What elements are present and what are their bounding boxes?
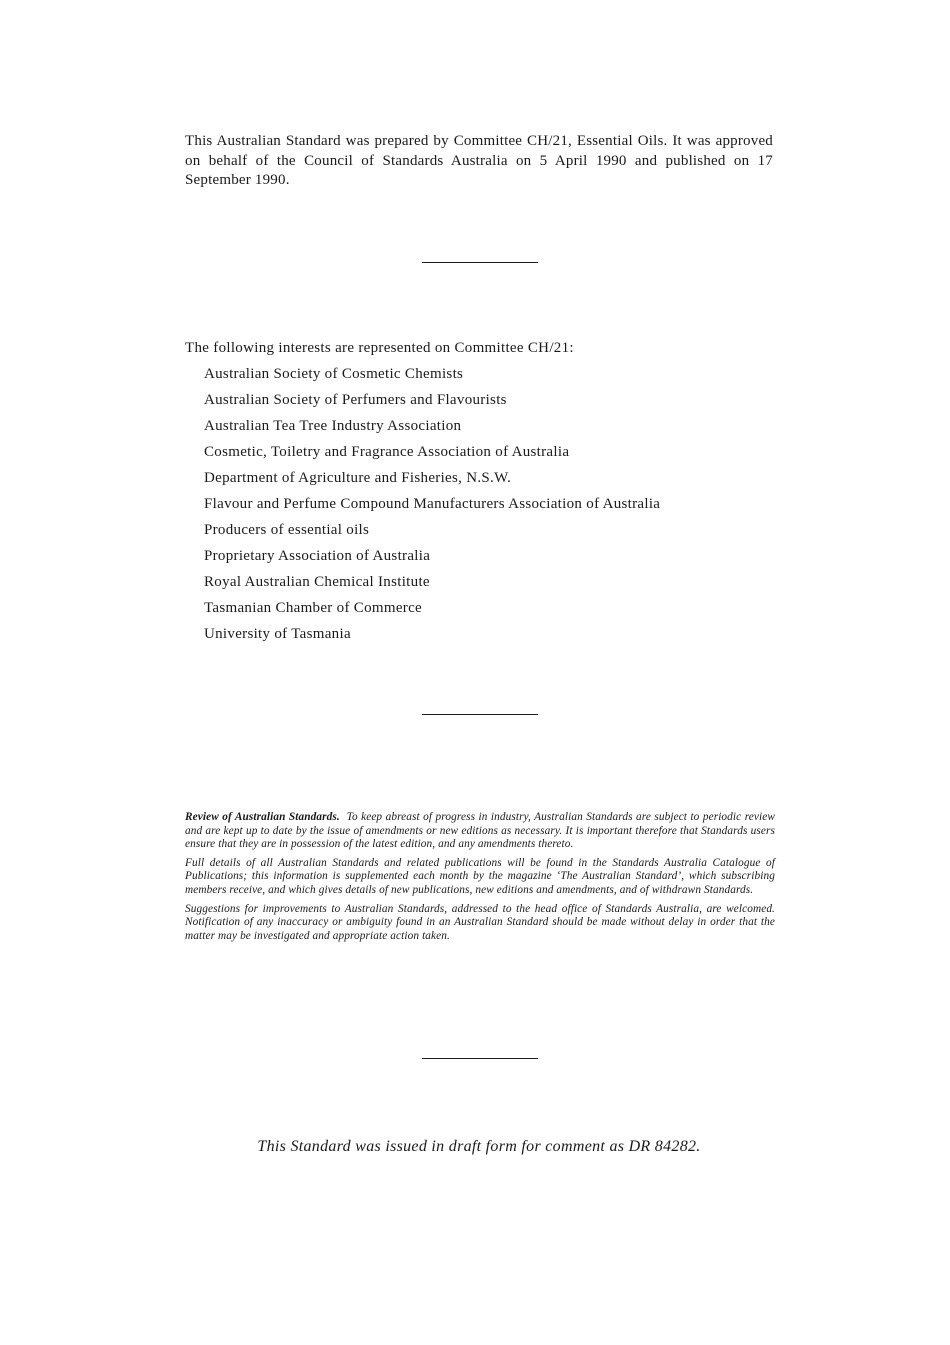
interest-item: Australian Society of Perfumers and Flavourists	[204, 392, 507, 408]
review-paragraph-1	[185, 811, 775, 852]
review-paragraph-2: Full details of all Australian Standards and related publications will be found in the Standards Australia Catalogue of Publications; this information is supplemented each month by the magazine ‘The Australian Standard’, which subscribing members receive, and which gives details of new publications, new editions and amendments, and of withdrawn Standards.	[185, 856, 775, 896]
divider-rule-3	[422, 1058, 538, 1059]
review-paragraph-1-text: To keep abreast of progress in industry, Australian Standards are subject to periodic review and are kept up to date by the issue of amendments or new editions as necessary. It is important therefore that Standards users ensure that they are in possession of the latest edition, and any amendments thereto.	[185, 811, 775, 851]
interest-item: Producers of essential oils	[204, 522, 370, 538]
interest-item: University of Tasmania	[204, 626, 351, 642]
interest-item: Proprietary Association of Australia	[204, 548, 431, 564]
interest-item: Royal Australian Chemical Institute	[204, 574, 430, 590]
interest-item: Flavour and Perfume Compound Manufacturers Association of Australia	[204, 496, 661, 512]
review-heading: Review of Australian Standards.	[185, 811, 340, 823]
interest-item: Department of Agriculture and Fisheries, N.S.W.	[204, 470, 512, 486]
review-paragraph-3: Suggestions for improvements to Australian Standards, addressed to the head office of Standards Australia, are welcomed. Notification of any inaccuracy or ambiguity found in an Australian Standard should be made without delay in order that the matter may be investigated and appropriate action taken.	[185, 902, 775, 942]
committee-interests	[185, 338, 785, 650]
interests-list	[185, 364, 785, 650]
interest-item: Australian Tea Tree Industry Association	[204, 418, 462, 434]
interests-intro: The following interests are represented on Committee CH/21:	[185, 340, 574, 356]
interest-item: Australian Society of Cosmetic Chemists	[204, 366, 464, 382]
interest-item: Tasmanian Chamber of Commerce	[204, 600, 422, 616]
draft-note: This Standard was issued in draft form for comment as DR 84282.	[257, 1138, 701, 1155]
preparation-statement: This Australian Standard was prepared by Committee CH/21, Essential Oils. It was approved on behalf of the Council of Standards Australia on 5 April 1990 and published on 17 September 1990.	[185, 133, 773, 188]
divider-rule-2	[422, 714, 538, 715]
interest-item: Cosmetic, Toiletry and Fragrance Association of Australia	[204, 444, 570, 460]
divider-rule-1	[422, 262, 538, 263]
review-notice	[185, 811, 775, 948]
